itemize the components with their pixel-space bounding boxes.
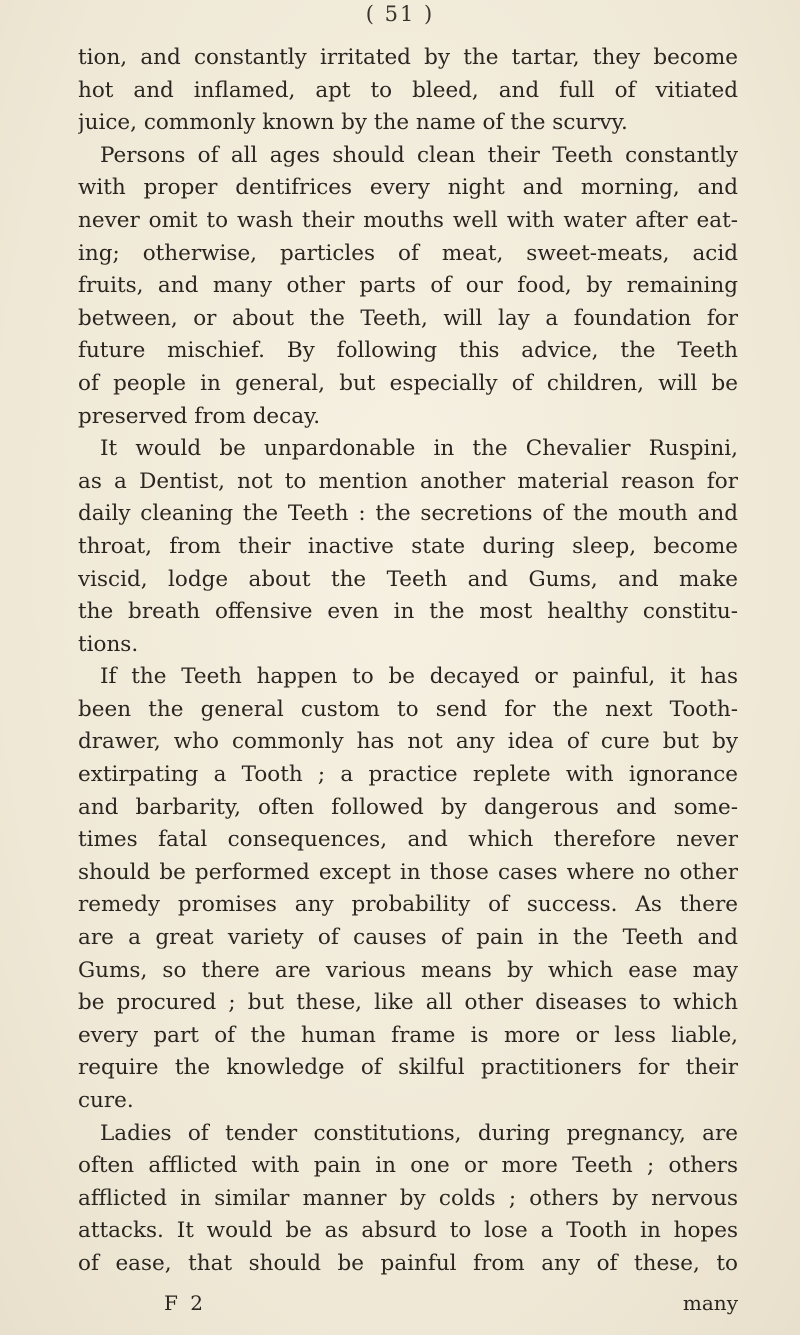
text-line: ing; otherwise, particles of meat, sweet-meats, acid <box>78 240 738 266</box>
text-line: cure. <box>78 1088 134 1113</box>
text-line: Gums, so there are various means by which ease may <box>78 957 738 983</box>
text-line: require the knowledge of skilful practitioners for their <box>78 1055 738 1081</box>
text-line: juice, commonly known by the name of the scurvy. <box>78 110 628 136</box>
text-line: with proper dentifrices every night and morning, and <box>78 175 738 201</box>
signature-mark: F 2 <box>164 1291 206 1315</box>
catchword: many <box>682 1291 738 1315</box>
text-line: as a Dentist, not to mention another material reason for <box>78 468 738 494</box>
text-line: of ease, that should be painful from any of these, to <box>78 1250 738 1276</box>
text-line: tions. <box>78 631 139 657</box>
text-line: never omit to wash their mouths well with water after eat- <box>78 207 738 233</box>
text-line: remedy promises any probability of success. As there <box>78 892 738 918</box>
text-line: often afflicted with pain in one or more Teeth ; others <box>78 1153 738 1179</box>
text-line: should be performed except in those cases where no other <box>78 859 738 885</box>
text-line: be procured ; but these, like all other diseases to which <box>78 990 738 1016</box>
text-line: drawer, who commonly has not any idea of cure but by <box>78 729 738 755</box>
text-line: between, or about the Teeth, will lay a foundation for <box>78 305 738 331</box>
text-line: of people in general, but especially of children, will be <box>78 370 738 396</box>
text-line: throat, from their inactive state during sleep, become <box>78 533 738 559</box>
text-line: extirpating a Tooth ; a practice replete with ignorance <box>78 762 738 788</box>
text-line: the breath offensive even in the most healthy constitu- <box>78 599 738 625</box>
text-line: times fatal consequences, and which therefore never <box>78 827 738 853</box>
text-line: daily cleaning the Teeth : the secretions of the mouth and <box>78 501 738 527</box>
page-footer <box>78 1291 738 1321</box>
text-line: hot and inflamed, apt to bleed, and full of vitiated <box>78 77 738 103</box>
text-line: tion, and constantly irritated by the tartar, they become <box>78 45 738 70</box>
page-number: ( 51 ) <box>365 2 435 26</box>
text-line: future mischief. By following this advice, the Teeth <box>78 338 738 364</box>
body-text <box>78 42 738 1281</box>
text-line: every part of the human frame is more or less liable, <box>78 1022 738 1048</box>
text-line: Ladies of tender constitutions, during pregnancy, are <box>100 1120 738 1146</box>
text-line: If the Teeth happen to be decayed or painful, it has <box>100 664 738 690</box>
text-line: are a great variety of causes of pain in the Teeth and <box>78 925 738 951</box>
text-line: been the general custom to send for the next Tooth- <box>78 696 738 722</box>
text-line: viscid, lodge about the Teeth and Gums, and make <box>78 566 738 592</box>
text-line: preserved from decay. <box>78 403 321 429</box>
text-line: Persons of all ages should clean their Teeth constantly <box>100 142 738 168</box>
text-line: afflicted in similar manner by colds ; others by nervous <box>78 1185 738 1211</box>
text-line: attacks. It would be as absurd to lose a Tooth in hopes <box>78 1218 738 1244</box>
text-line: It would be unpardonable in the Chevalier Ruspini, <box>100 436 738 462</box>
text-line: and barbarity, often followed by dangerous and some- <box>78 794 738 820</box>
text-line: fruits, and many other parts of our food, by remaining <box>78 273 738 299</box>
